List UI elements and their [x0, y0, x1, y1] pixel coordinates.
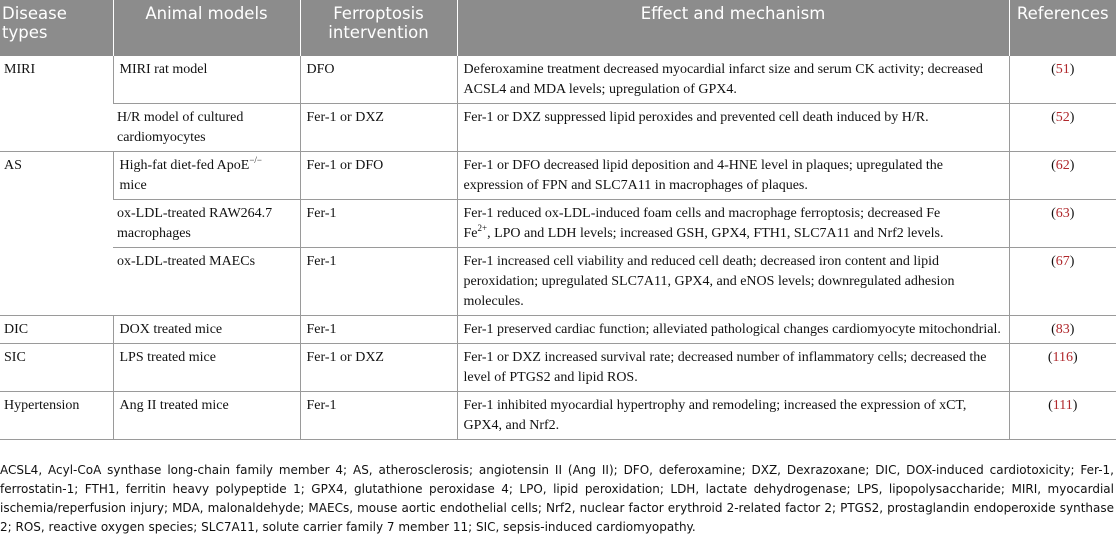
model-cell: LPS treated mice — [113, 344, 300, 392]
intervention-cell: DFO — [300, 56, 457, 104]
model-cell: Ang II treated mice — [113, 392, 300, 440]
disease-cell: MIRI — [0, 56, 113, 152]
header-disease-types: Disease types — [0, 0, 113, 56]
reference-link[interactable]: 51 — [1055, 62, 1070, 77]
effect-cell: Fer-1 inhibited myocardial hypertrophy and remodeling; increased the expression of xCT, GPX4, and Nrf2. — [457, 392, 1009, 440]
model-cell: MIRI rat model — [113, 56, 300, 104]
model-cell — [113, 152, 300, 200]
table-row — [0, 104, 1116, 152]
effect-cell: Fer-1 or DXZ suppressed lipid peroxides and prevented cell death induced by H/R. — [457, 104, 1009, 152]
reference-link[interactable]: 111 — [1052, 398, 1073, 413]
effect-cell: Fer-1 or DXZ increased survival rate; decreased number of inflammatory cells; decreased the level of PTGS2 and lipid ROS. — [457, 344, 1009, 392]
effect-cell — [457, 200, 1009, 248]
header-references: References — [1009, 0, 1116, 56]
effect-text: Fer-1 reduced ox-LDL-induced foam cells and macrophage ferroptosis; decreased Fe — [463, 206, 941, 221]
intervention-cell: Fer-1 or DXZ — [300, 344, 457, 392]
table-row — [0, 200, 1116, 248]
model-text-suffix: mice — [119, 178, 147, 193]
reference-link[interactable]: 62 — [1055, 158, 1070, 173]
effect-text-suffix: , LPO and LDH levels; increased GSH, GPX4, FTH1, SLC7A11 and Nrf2 levels. — [487, 226, 944, 241]
model-cell: DOX treated mice — [113, 316, 300, 344]
model-cell: ox-LDL-treated RAW264.7 macrophages — [113, 200, 300, 248]
reference-cell: (111) — [1009, 392, 1116, 440]
reference-link[interactable]: 116 — [1052, 350, 1073, 365]
effect-cell: Fer-1 preserved cardiac function; alleviated pathological changes cardiomyocyte mitochondrial. — [457, 316, 1009, 344]
disease-cell: AS — [0, 152, 113, 316]
header-ferroptosis-intervention: Ferroptosis intervention — [300, 0, 457, 56]
table-footnote: ACSL4, Acyl-CoA synthase long-chain family member 4; AS, atherosclerosis; angiotensin II (Ang II); DFO, deferoxamine; DXZ, Dexrazoxane; DIC, DOX-induced cardiotoxicity; Fer-1, ferrostatin-1; FTH1, ferritin heavy polypeptide 1; GPX4, glutathione peroxidase 4; LPO, lipid peroxidation; LDH, lactate dehydrogenase; LPS, lipopolysaccharide; MIRI, myocardial ischemia/reperfusion injury; MDA, malonaldehyde; MAECs, mouse aortic endothelial cells; Nrf2, nuclear factor erythroid 2-related factor 2; PTGS2, prostaglandin endoperoxide synthase 2; ROS, reactive oxygen species; SLC7A11, solute carrier family 7 member 11; SIC, sepsis-induced cardiomyopathy. — [0, 463, 1114, 534]
effect-cell: Deferoxamine treatment decreased myocardial infarct size and serum CK activity; decreased ACSL4 and MDA levels; upregulation of GPX4. — [457, 56, 1009, 104]
reference-cell: (62) — [1009, 152, 1116, 200]
reference-link[interactable]: 52 — [1055, 110, 1070, 125]
reference-cell: (83) — [1009, 316, 1116, 344]
reference-cell: (116) — [1009, 344, 1116, 392]
model-cell: H/R model of cultured cardiomyocytes — [113, 104, 300, 152]
model-superscript: −/− — [249, 155, 263, 165]
reference-cell: (67) — [1009, 248, 1116, 316]
reference-link[interactable]: 67 — [1055, 254, 1070, 269]
intervention-cell: Fer-1 or DFO — [300, 152, 457, 200]
effect-text-fe: Fe — [463, 226, 478, 241]
table-row — [0, 316, 1116, 344]
table-header-row — [0, 0, 1116, 56]
intervention-cell: Fer-1 — [300, 248, 457, 316]
effect-cell: Fer-1 or DFO decreased lipid deposition and 4-HNE level in plaques; upregulated the expression of FPN and SLC7A11 in macrophages of plaques. — [457, 152, 1009, 200]
table-row — [0, 56, 1116, 104]
table-row — [0, 152, 1116, 200]
model-text: High-fat diet-fed ApoE — [119, 158, 250, 173]
intervention-cell: Fer-1 — [300, 200, 457, 248]
reference-link[interactable]: 63 — [1055, 206, 1070, 221]
table-row — [0, 392, 1116, 440]
intervention-cell: Fer-1 — [300, 392, 457, 440]
effect-superscript: 2+ — [477, 223, 488, 233]
table-row — [0, 248, 1116, 316]
disease-cell: DIC — [0, 316, 113, 344]
reference-cell: (63) — [1009, 200, 1116, 248]
header-effect-mechanism: Effect and mechanism — [457, 0, 1009, 56]
model-cell: ox-LDL-treated MAECs — [113, 248, 300, 316]
intervention-cell: Fer-1 or DXZ — [300, 104, 457, 152]
disease-cell: Hypertension — [0, 392, 113, 440]
reference-cell: (52) — [1009, 104, 1116, 152]
reference-link[interactable]: 83 — [1055, 322, 1070, 337]
reference-cell: (51) — [1009, 56, 1116, 104]
header-animal-models: Animal models — [113, 0, 300, 56]
disease-cell: SIC — [0, 344, 113, 392]
table-row — [0, 344, 1116, 392]
effect-cell: Fer-1 increased cell viability and reduced cell death; decreased iron content and lipid peroxidation; upregulated SLC7A11, GPX4, and eNOS levels; downregulated adhesion molecules. — [457, 248, 1009, 316]
intervention-cell: Fer-1 — [300, 316, 457, 344]
